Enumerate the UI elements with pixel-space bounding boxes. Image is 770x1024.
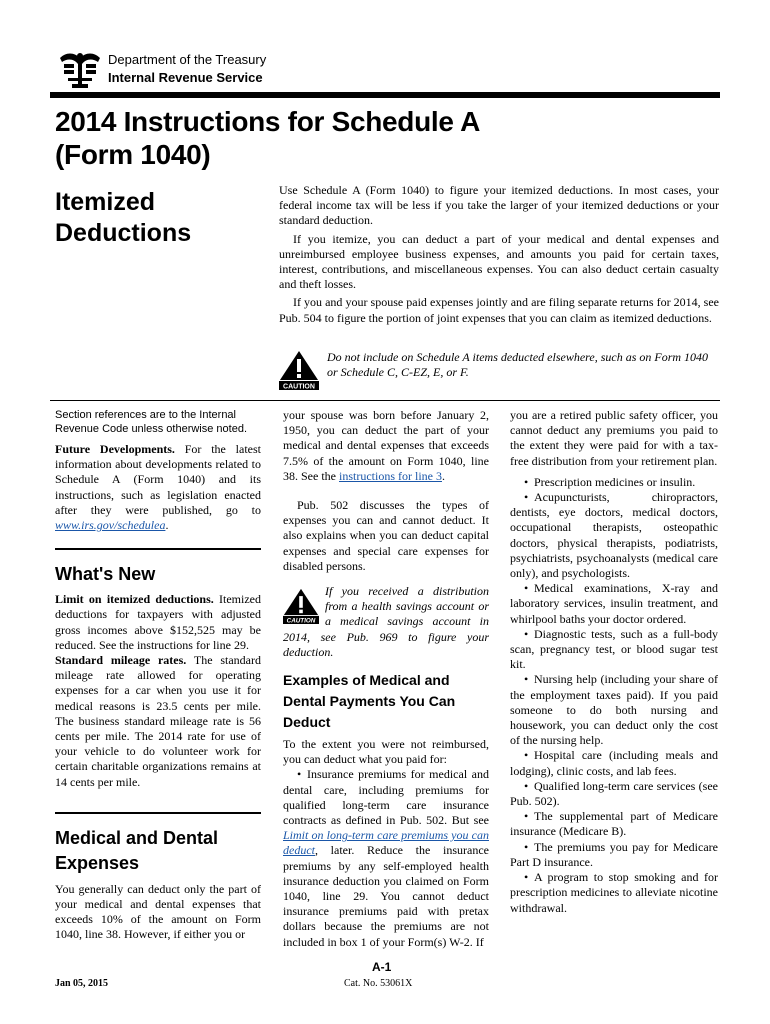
list-item [510,748,718,778]
list-item-text: Qualified long-term care services (see Pub. 502). [510,778,718,809]
heading-rule [55,548,261,550]
revision-date: Jan 05, 2015 [55,978,109,989]
pub502-paragraph: Pub. 502 discusses the types of expenses you can and cannot deduct. It also explains when you can deduct capital expenses and special care expenses for disabled persons. [283,498,489,573]
list-item-text: Acupuncturists, chiropractors, dentists, eye doctors, medical doctors, occupational therapists, osteopathic doctors, physical therapists, podiatrists, psychiatrists, psychoanalysts (medical care only), and psychologists. [510,490,718,581]
medical-intro-paragraph: You generally can deduct only the part of your medical and dental expenses that exceeds 10% of the amount on Form 1040, line 38. However, if either you or [55,881,261,942]
caution-text: Do not include on Schedule A items deducted elsewhere, such as on Form 1040 or Schedule C, C-EZ, E, or F. [327,350,709,380]
intro-section [279,183,719,329]
bullet-icon: • [524,870,529,885]
caution-icon [279,350,319,390]
deductible-items-list [510,475,718,916]
agency-name: Internal Revenue Service [108,70,263,85]
section-divider [50,400,720,401]
medical-dental-heading [55,826,261,876]
bullet-icon: • [524,809,529,824]
mileage-paragraph [55,653,261,790]
catalog-number: Cat. No. 53061X [344,978,413,989]
limit-text: Itemized deductions for taxpayers with adjusted gross incomes above $152,525 may be reduced. See the instructions for line 29. [55,592,261,652]
subtitle-line-1: Itemized [55,188,156,216]
bullet-icon: • [524,839,529,854]
limit-itemized-paragraph [55,592,261,653]
list-item [510,809,718,839]
section-references-note: Section references are to the Internal Revenue Code unless otherwise noted. [55,409,248,435]
column-1 [55,408,261,943]
list-item-text: The supplemental part of Medicare insurance (Medicare B). [510,809,718,839]
page-number: A-1 [372,960,392,974]
insurance-text: Insurance premiums for medical and dental care, including premiums for qualified long-term care insurance contracts as defined in Pub. 502. But see [283,767,489,828]
title-line-1: 2014 Instructions for Schedule A [55,106,481,137]
future-developments [55,442,261,533]
column-3 [510,408,718,916]
heading-rule [55,812,261,814]
caution-label: CAUTION [286,617,316,625]
retired-officer-paragraph: you are a retired public safety officer, you cannot deduct any premiums you paid to the extent they were paid for with a tax-free distribution from your retirement plan. [510,408,718,468]
bullet-icon: • [524,626,529,641]
bullet-icon: • [524,748,529,763]
irs-eagle-logo-icon [58,50,102,90]
title-line-2: (Form 1040) [55,139,211,170]
list-item [510,672,718,748]
mileage-lead: Standard mileage rates. [55,653,187,668]
bullet-icon: • [524,474,529,489]
list-item [510,779,718,809]
list-item-text: Diagnostic tests, such as a full-body scan, pregnancy test, or blood sugar test kit. [510,626,718,672]
mileage-text: The standard mileage rate allowed for operating expenses for a car when you use it for medical reasons is 23.5 cents per mile. The business standard mileage rate is 56 cents per mile. The 2014 rate for use of your vehicle to do volunteer work for certain charitable organizations remains at 14 cents per mile. [55,653,261,789]
whats-new-heading: What's New [55,564,156,585]
examples-heading: Examples of Medical and Dental Payments You Can Deduct [283,672,456,731]
future-developments-end: . [165,518,169,533]
hsa-caution-text: If you received a distribution from a health savings account or a medical savings account in 2014, see Pub. 969 to figure your deduction. [283,584,489,659]
header-rule [50,92,720,98]
list-item [510,627,718,673]
intro-caution [279,350,719,392]
list-item [510,475,718,490]
column-2 [283,408,489,950]
caution-label: CAUTION [283,383,315,390]
caution-icon [283,588,319,624]
spouse-end: . [441,468,445,483]
list-item [510,840,718,870]
list-item-text: Nursing help (including your share of the employment taxes paid). If you paid someone to do both nursing and housework, you can deduct only the cost of the nursing help. [510,672,718,748]
medical-heading-line-1: Medical and Dental [55,827,219,848]
medical-heading-line-2: Expenses [55,852,140,873]
future-developments-text: For the latest information about developments related to Schedule A (Form 1040) and its instructions, such as legislation enacted after they were published, go to [55,442,261,517]
bullet-icon: • [524,778,529,793]
department-name: Department of the Treasury [108,52,267,67]
bullet-icon: • [524,490,529,505]
bullet-icon: • [524,672,529,687]
list-item-text: Prescription medicines or insulin. [534,474,696,489]
line3-instructions-link[interactable]: instructions for line 3 [339,468,442,483]
insurance-end: , later. Reduce the insurance premiums by any self-employed health insurance deduction you claimed on Form 1040, line 29. You cannot deduct insurance premiums paid with pretax dollars because the premiums are not included in box 1 of your Form(s) W-2. If [283,843,489,949]
intro-paragraph-3: If you and your spouse paid expenses jointly and are filing separate returns for 2014, see Pub. 504 to figure the portion of joint expenses that you can claim as itemized deductions. [279,295,719,325]
subtitle-line-2: Deductions [55,219,192,247]
future-developments-lead: Future Developments. [55,442,175,456]
list-item-text: The premiums you pay for Medicare Part D insurance. [510,839,718,869]
section-subtitle [55,187,191,249]
list-item [283,767,489,949]
list-item-text: Medical examinations, X-ray and laboratory services, insulin treatment, and whirlpool baths your doctor ordered. [510,581,718,626]
list-item [510,490,718,581]
page-title [55,105,480,171]
page-header [50,48,720,92]
intro-paragraph-1: Use Schedule A (Form 1040) to figure your itemized deductions. In most cases, your federal income tax will be less if you take the larger of your itemized deductions or your standard deduction. [279,183,719,228]
hsa-caution [283,584,489,660]
examples-intro: To the extent you were not reimbursed, you can deduct what you paid for: [283,737,489,767]
intro-paragraph-2: If you itemize, you can deduct a part of your medical and dental expenses and unreimbursed employee business expenses, and amounts you paid for certain taxes, interest, contributions, and miscellaneous expenses. You can also deduct certain casualty and theft losses. [279,231,719,292]
schedulea-link[interactable]: www.irs.gov/schedulea [55,518,166,533]
ltc-premium-limit-link[interactable]: Limit on long-term care premiums you can deduct [283,828,489,858]
list-item [510,870,718,916]
bullet-icon: • [297,767,302,782]
spouse-paragraph [283,408,489,484]
bullet-icon: • [524,581,529,596]
list-item-text: A program to stop smoking and for prescription medicines to alleviate nicotine withdrawal. [510,870,718,915]
limit-lead: Limit on itemized deductions. [55,592,214,607]
list-item-text: Hospital care (including meals and lodging), clinic costs, and lab fees. [510,748,718,778]
spouse-text: your spouse was born before January 2, 1950, you can deduct the part of your medical and dental expenses that exceeds 7.5% of the amount on Form 1040, line 38. See the [283,408,489,483]
list-item [510,581,718,627]
